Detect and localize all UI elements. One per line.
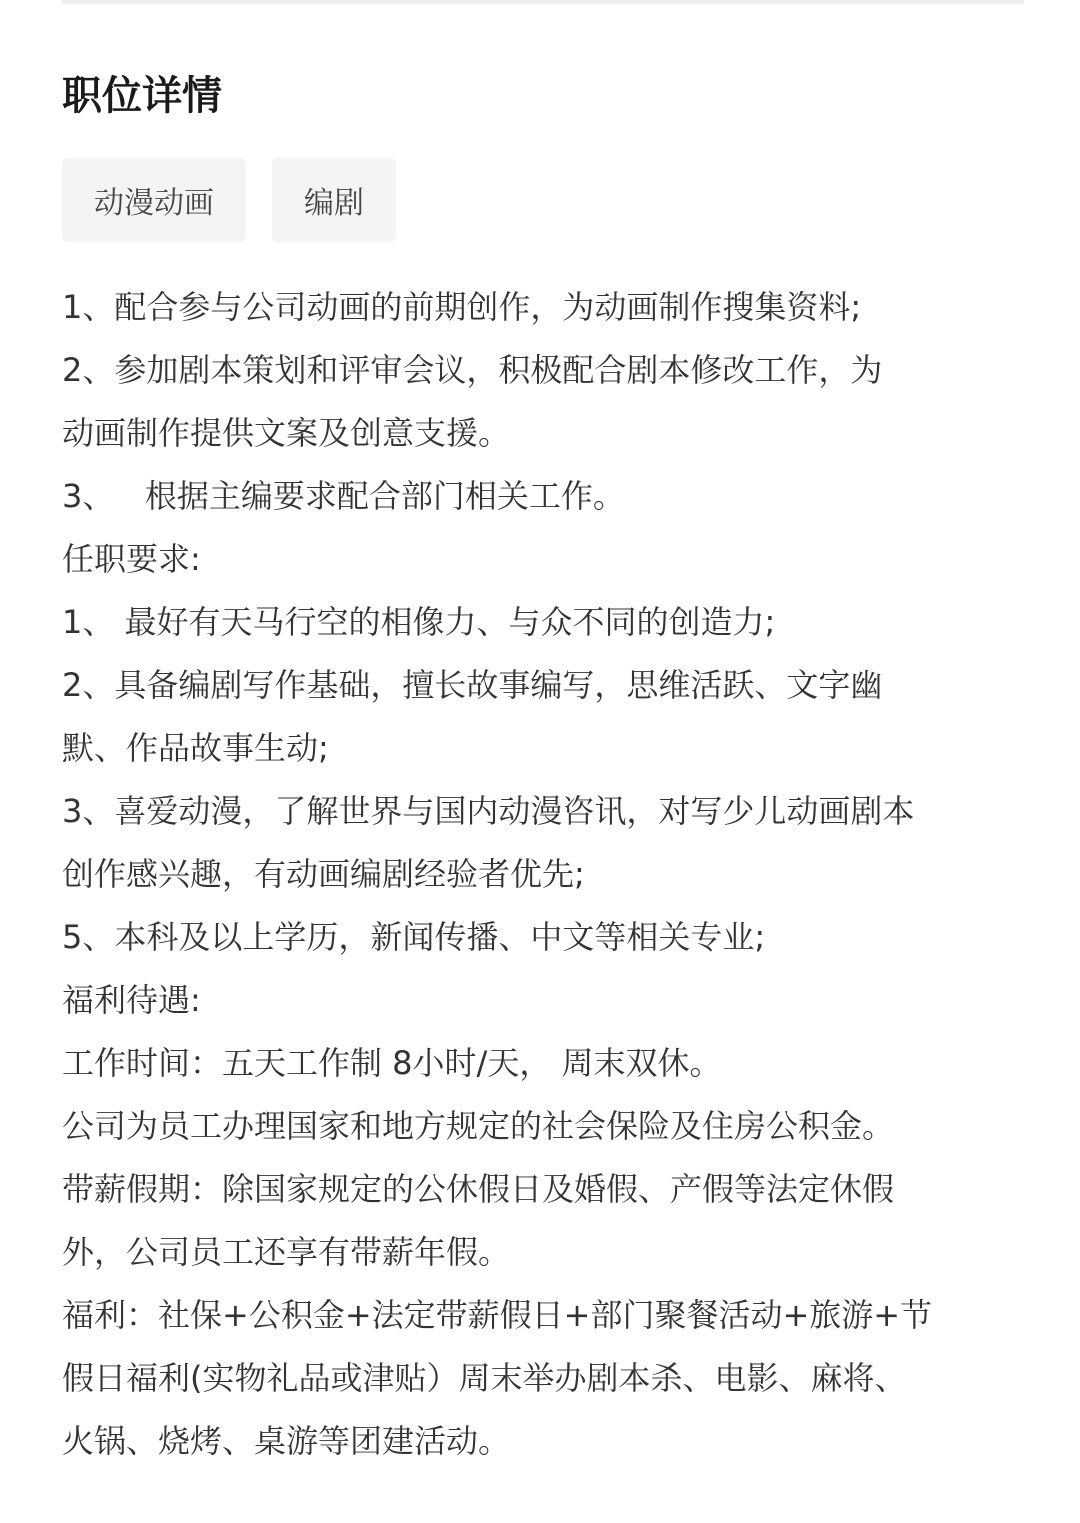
tag-screenwriter[interactable]: 编剧 <box>272 158 396 242</box>
description-line: 1、 最好有天马行空的相像力、与众不同的创造力; <box>62 603 776 641</box>
description-line: 公司为员工办理国家和地方规定的社会保险及住房公积金。 <box>62 1107 895 1145</box>
description-line: 默、作品故事生动; <box>62 729 329 767</box>
description-line: 动画制作提供文案及创意支援。 <box>62 414 511 452</box>
top-divider <box>62 0 1024 4</box>
page-title: 职位详情 <box>62 73 222 119</box>
tag-animation[interactable]: 动漫动画 <box>62 158 246 242</box>
description-line: 带薪假期：除国家规定的公休假日及婚假、产假等法定休假 <box>62 1170 895 1208</box>
benefits-heading: 福利待遇: <box>62 981 201 1019</box>
description-line: 5、本科及以上学历，新闻传播、中文等相关专业; <box>62 918 766 956</box>
description-line: 2、参加剧本策划和评审会议，积极配合剧本修改工作，为 <box>62 351 883 389</box>
description-line: 创作感兴趣，有动画编剧经验者优先; <box>62 855 585 893</box>
job-description <box>62 276 1042 1473</box>
description-line: 1、配合参与公司动画的前期创作，为动画制作搜集资料; <box>62 288 862 326</box>
description-line: 工作时间：五天工作制 8小时/天， 周末双休。 <box>62 1044 722 1082</box>
description-line: 福利：社保+公积金+法定带薪假日+部门聚餐活动+旅游+节 <box>62 1296 933 1334</box>
description-line: 外，公司员工还享有带薪年假。 <box>62 1233 511 1271</box>
description-line: 3、喜爱动漫，了解世界与国内动漫咨讯，对写少儿动画剧本 <box>62 792 915 830</box>
job-tags <box>62 158 396 242</box>
requirements-heading: 任职要求: <box>62 540 201 578</box>
description-line: 2、具备编剧写作基础，擅长故事编写，思维活跃、文字幽 <box>62 666 883 704</box>
description-line: 3、 根据主编要求配合部门相关工作。 <box>62 477 625 515</box>
description-line: 假日福利(实物礼品或津贴）周末举办剧本杀、电影、麻将、 <box>62 1359 907 1397</box>
description-line: 火锅、烧烤、桌游等团建活动。 <box>62 1422 511 1460</box>
